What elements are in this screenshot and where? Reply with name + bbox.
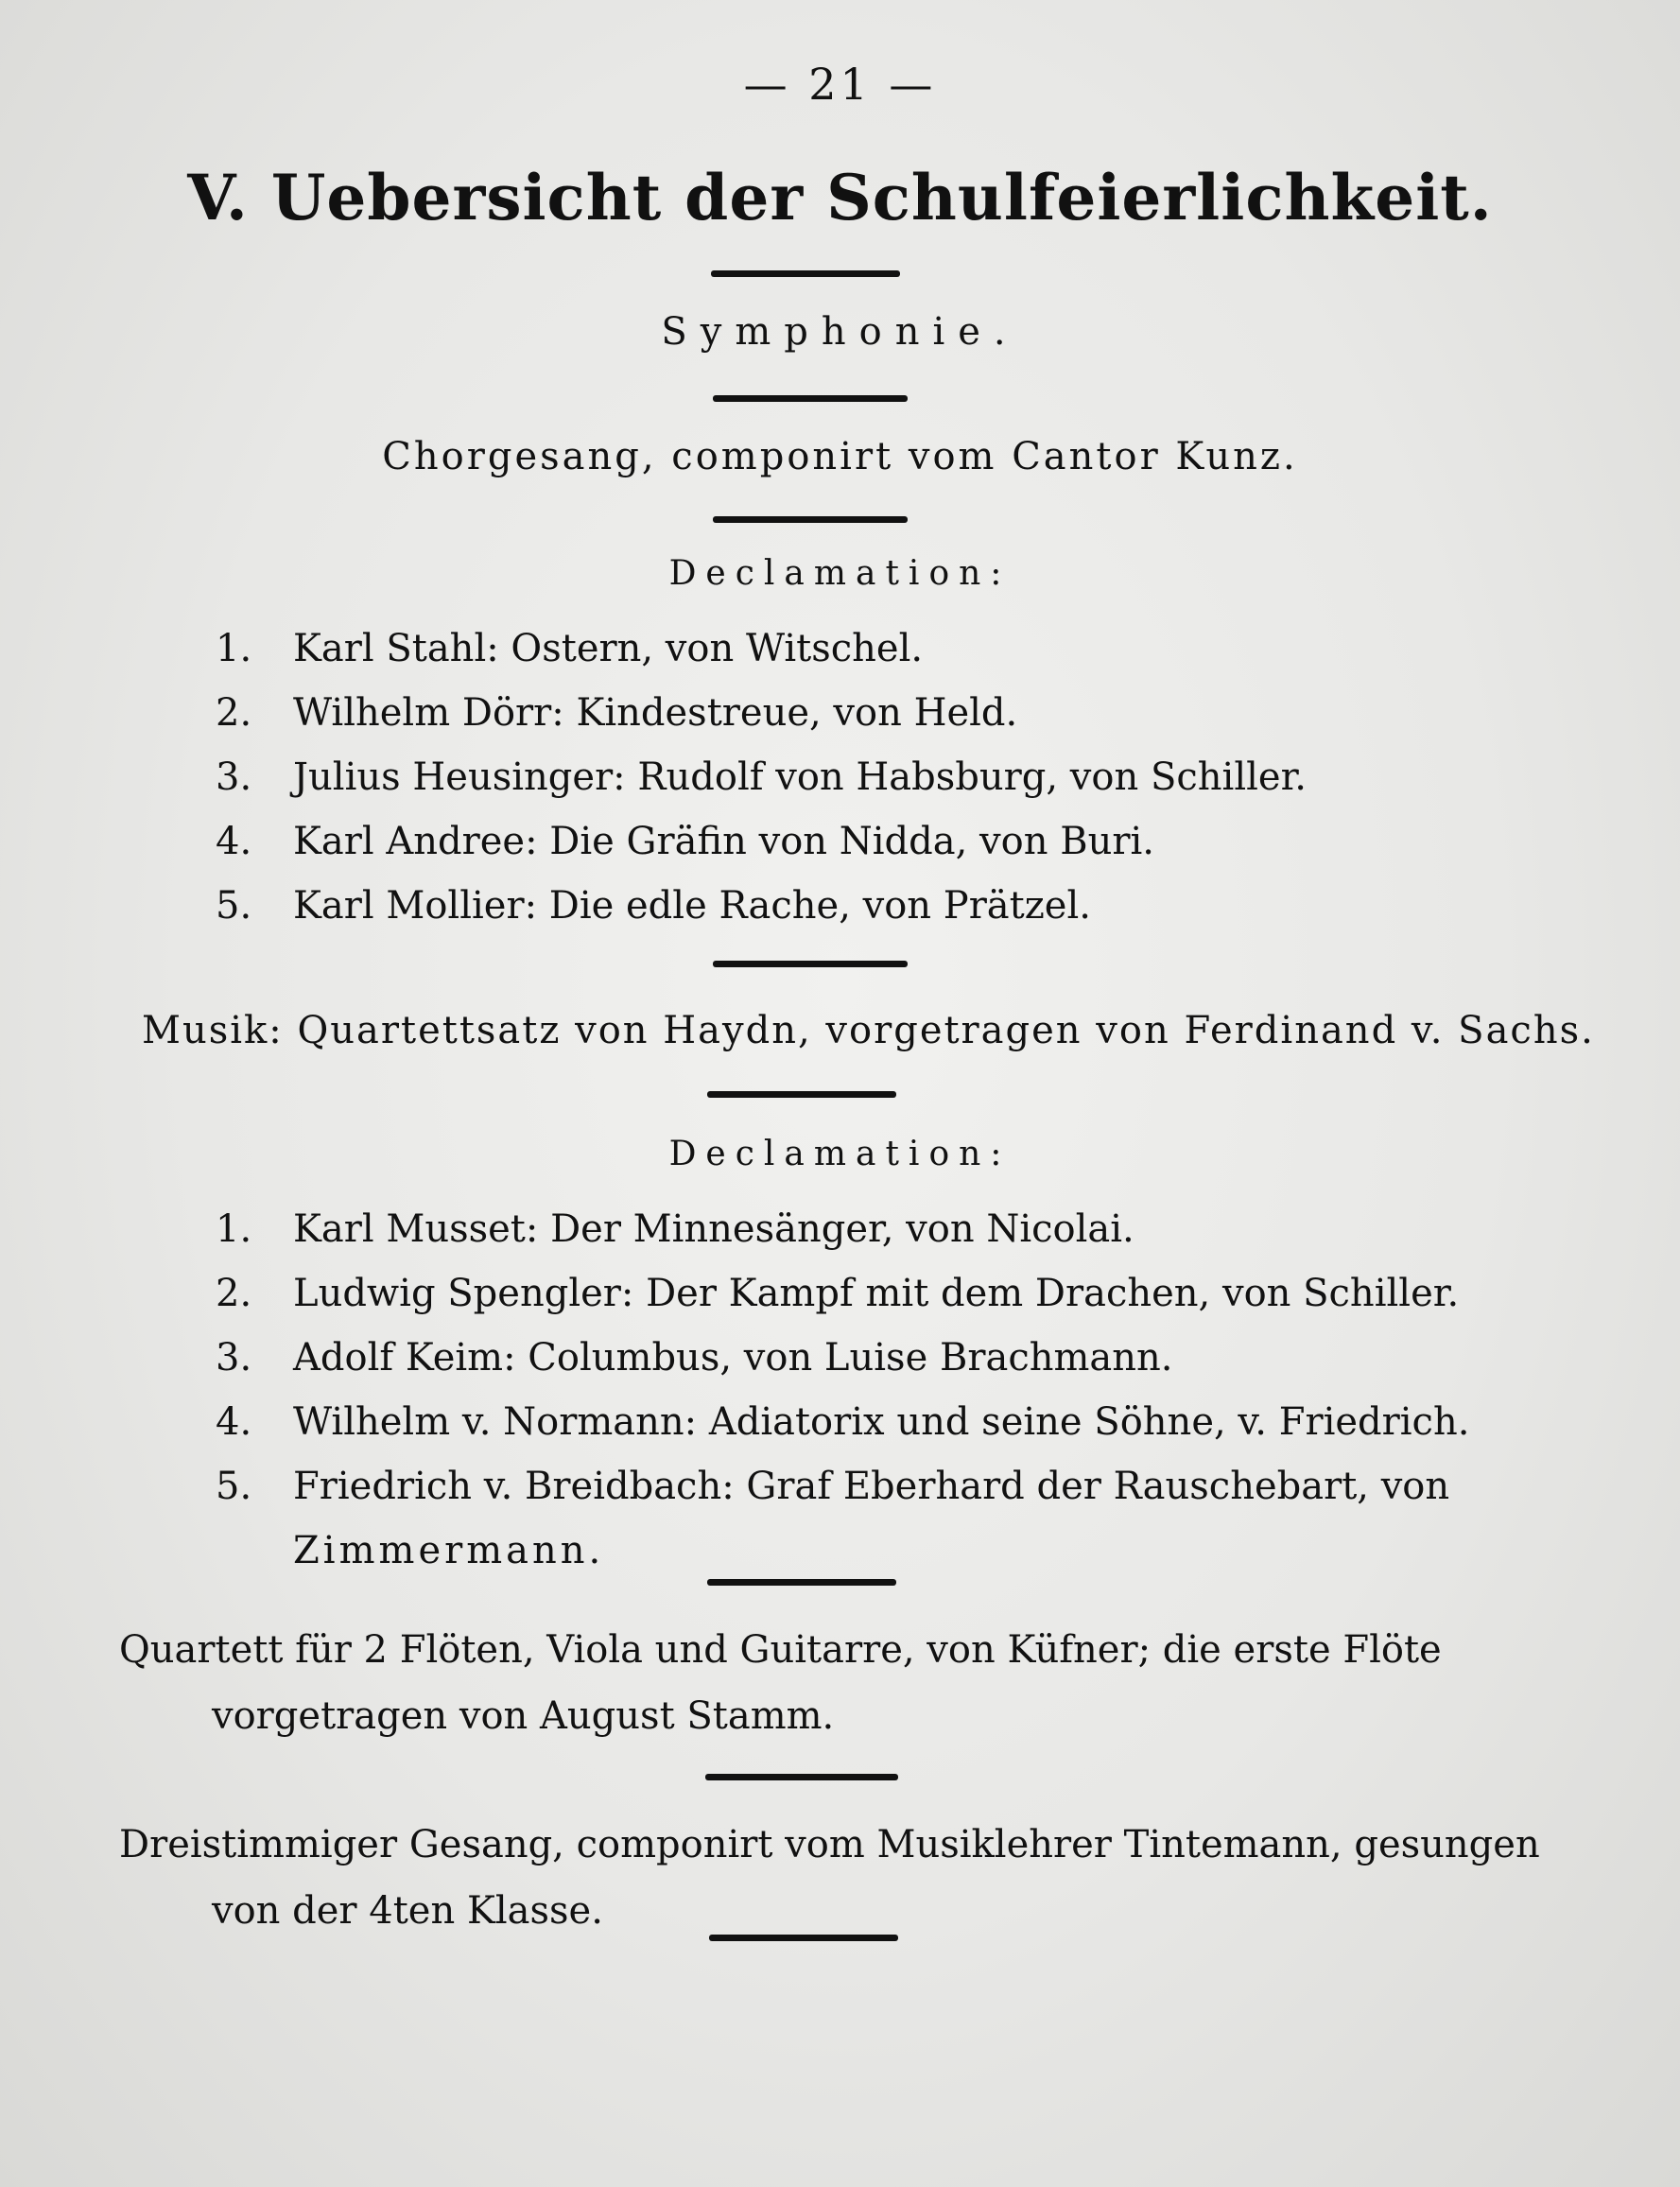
- declamation-heading-1: Declamation:: [668, 554, 1012, 593]
- item-number: 3.: [216, 755, 252, 799]
- item-number: 5.: [216, 884, 252, 928]
- declamation-heading-2: Declamation:: [668, 1135, 1012, 1173]
- divider-rule: [713, 395, 908, 402]
- item-number: 2.: [216, 1272, 252, 1315]
- divider-rule: [713, 516, 908, 523]
- gesang-paragraph: [119, 1812, 1540, 1944]
- divider-rule: [707, 1091, 896, 1098]
- item-text: Ludwig Spengler: Der Kampf mit dem Drachen, von Schiller.: [293, 1272, 1460, 1315]
- item-text: Karl Andree: Die Gräfin von Nidda, von Buri.: [293, 820, 1154, 863]
- item-number: 1.: [216, 627, 252, 670]
- list-item: [216, 1326, 1539, 1390]
- item-number: 5.: [216, 1465, 252, 1508]
- page-number: — 21 —: [743, 59, 937, 110]
- divider-rule: [709, 1935, 898, 1941]
- quartett-line-2: vorgetragen von August Stamm.: [212, 1694, 835, 1738]
- list-item: [216, 1390, 1539, 1454]
- item-text: Karl Stahl: Ostern, von Witschel.: [293, 627, 924, 670]
- list-item: [216, 1454, 1539, 1583]
- list-item: [216, 616, 1539, 681]
- divider-rule: [713, 961, 908, 967]
- divider-rule: [707, 1579, 896, 1586]
- item-number: 1.: [216, 1207, 252, 1251]
- item-text: Adolf Keim: Columbus, von Luise Brachmann.: [293, 1336, 1173, 1380]
- item-text: Friedrich v. Breidbach: Graf Eberhard der Rauschebart, von: [293, 1465, 1450, 1508]
- symphonie-heading: Symphonie.: [661, 310, 1019, 354]
- gesang-line-2: von der 4ten Klasse.: [212, 1889, 603, 1933]
- list-item: [216, 874, 1539, 938]
- quartett-line-1: Quartett für 2 Flöten, Viola und Guitarre, von Küfner; die erste Flöte: [119, 1628, 1442, 1672]
- item-text: Julius Heusinger: Rudolf von Habsburg, von Schiller.: [293, 755, 1308, 799]
- item-number: 4.: [216, 820, 252, 863]
- page-title: V. Uebersicht der Schulfeierlichkeit.: [187, 161, 1493, 234]
- item-text: Wilhelm Dörr: Kindestreue, von Held.: [293, 691, 1018, 735]
- item-number: 3.: [216, 1336, 252, 1380]
- list-item: [216, 809, 1539, 874]
- item-number: 2.: [216, 691, 252, 735]
- declamation-list-2: [216, 1197, 1539, 1583]
- item-continuation: Zimmermann.: [293, 1529, 605, 1572]
- gesang-line-1: Dreistimmiger Gesang, componirt vom Musiklehrer Tintemann, gesungen: [119, 1823, 1540, 1866]
- declamation-list-1: [216, 616, 1539, 938]
- divider-rule: [705, 1774, 898, 1780]
- musik-line: Musik: Quartettsatz von Haydn, vorgetragen von Ferdinand v. Sachs.: [142, 1009, 1595, 1052]
- divider-rule: [711, 270, 900, 277]
- list-item: [216, 1261, 1539, 1326]
- list-item: [216, 1197, 1539, 1261]
- item-text: Wilhelm v. Normann: Adiatorix und seine Söhne, v. Friedrich.: [293, 1400, 1470, 1444]
- chorgesang-line: Chorgesang, componirt vom Cantor Kunz.: [382, 435, 1298, 478]
- quartett-paragraph: [119, 1617, 1509, 1749]
- list-item: [216, 745, 1539, 809]
- list-item: [216, 681, 1539, 745]
- item-text: Karl Mollier: Die edle Rache, von Prätzel.: [293, 884, 1091, 928]
- item-number: 4.: [216, 1400, 252, 1444]
- item-text: Karl Musset: Der Minnesänger, von Nicolai.: [293, 1207, 1134, 1251]
